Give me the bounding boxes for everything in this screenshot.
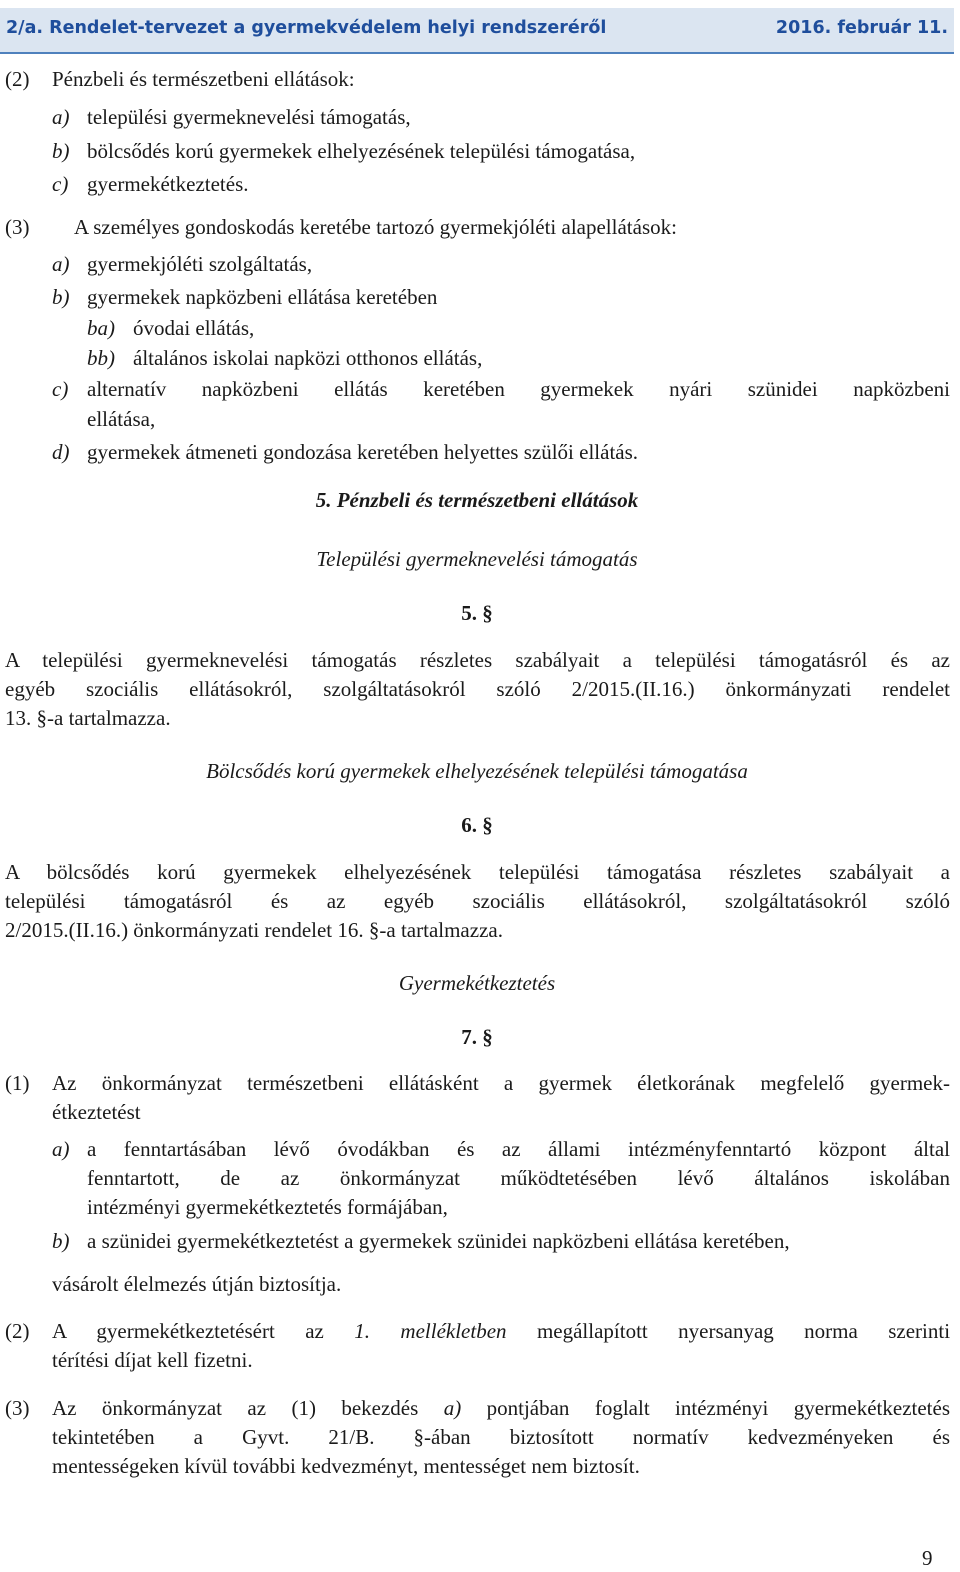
s3-subitem-text: általános iskolai napközi otthonos ellátás, [133,346,483,370]
paragraph-text: 2/2015.(II.16.) önkormányzati rendelet 16. §-a tartalmazza. [5,918,503,942]
subsection-text: Az önkormányzat természetbeni ellátásként a gyermek életkorának megfelelő gyermek- [52,1071,950,1095]
paragraph-number: 6. § [461,813,493,837]
s2-item-mark: c) [52,172,69,196]
s2-item-mark: b) [52,139,70,163]
subsection-number: (3) [5,1396,30,1420]
s2-item-text: települési gyermeknevelési támogatás, [87,105,411,129]
s3-item-mark: c) [52,377,69,401]
list-item-mark: a) [52,1137,70,1161]
document-header [0,8,954,54]
s3-item-mark: d) [52,440,70,464]
chapter-heading: 5. Pénzbeli és természetbeni ellátások [315,488,639,512]
subsection-number: (2) [5,1319,30,1343]
subsection-text: térítési díjat kell fizetni. [52,1348,253,1372]
subheading: Települési gyermeknevelési támogatás [316,547,638,571]
subsection-text: A gyermekétkeztetésért az 1. mellékletben megállapított nyersanyag norma szerinti [52,1319,951,1343]
subsection-text: mentességeken kívül további kedvezményt, mentességet nem biztosít. [52,1454,640,1478]
s2-intro: Pénzbeli és természetbeni ellátások: [52,67,355,91]
paragraph-number: 7. § [461,1025,493,1049]
subheading: Gyermekétkeztetés [398,971,556,995]
s3-item-text: gyermekjóléti szolgáltatás, [87,252,313,276]
s3-item-text-cont: ellátása, [87,407,156,431]
s2-item-mark: a) [52,105,70,129]
s3-item-text: alternatív napközbeni ellátás keretében gyermekek nyári szünidei napközbeni [87,377,950,401]
subsection-text: Az önkormányzat az (1) bekezdés a) pontjában foglalt intézményi gyermekétkeztetés [52,1396,951,1420]
list-item-text: a szünidei gyermekétkeztetést a gyermekek szünidei napközbeni ellátása keretében, [87,1229,790,1253]
paragraph-text: A települési gyermeknevelési támogatás részletes szabályait a települési támogatásról és az [5,648,950,672]
s2-item-text: gyermekétkeztetés. [87,172,249,196]
list-item-text: a fenntartásában lévő óvodákban és az állami intézményfenntartó központ által [87,1137,950,1161]
s2-number: (2) [5,67,30,91]
s3-subitem-mark: ba) [87,316,115,340]
s3-item-text: gyermekek napközbeni ellátása keretében [87,285,438,309]
subsection-text: étkeztetést [52,1100,141,1124]
page-number: 9 [922,1546,933,1570]
s2-item-text: bölcsődés korú gyermekek elhelyezésének települési támogatása, [87,139,636,163]
paragraph-number: 5. § [461,601,493,625]
s3-subitem-mark: bb) [87,346,115,370]
paragraph-text: 13. §-a tartalmazza. [5,706,171,730]
subsection-text: vásárolt élelmezés útján biztosítja. [52,1272,342,1296]
paragraph-text: települési támogatásról és az egyéb szociális ellátásokról, szolgáltatásokról szóló [5,889,950,913]
s3-item-mark: a) [52,252,70,276]
paragraph-text: egyéb szociális ellátásokról, szolgáltatásokról szóló 2/2015.(II.16.) önkormányzati rendelet [5,677,950,701]
header-title: 2/a. Rendelet-tervezet a gyermekvédelem helyi rendszeréről [6,18,607,38]
subsection-number: (1) [5,1071,30,1095]
paragraph-text: A bölcsődés korú gyermekek elhelyezésének települési támogatása részletes szabályait a [5,860,950,884]
s3-subitem-text: óvodai ellátás, [133,316,255,340]
subheading: Bölcsődés korú gyermekek elhelyezésének települési támogatása [206,759,748,783]
s3-item-mark: b) [52,285,70,309]
s3-intro: A személyes gondoskodás keretébe tartozó gyermekjóléti alapellátások: [74,215,677,239]
header-date: 2016. február 11. [775,18,948,38]
subsection-text: tekintetében a Gyvt. 21/B. §-ában biztosított normatív kedvezményeken és [52,1425,950,1449]
s3-item-text: gyermekek átmeneti gondozása keretében helyettes szülői ellátás. [87,440,639,464]
list-item-text: fenntartott, de az önkormányzat működtetésében lévő általános iskolában [87,1166,950,1190]
list-item-text: intézményi gyermekétkeztetés formájában, [87,1195,448,1219]
list-item-mark: b) [52,1229,70,1253]
s3-number: (3) [5,215,30,239]
